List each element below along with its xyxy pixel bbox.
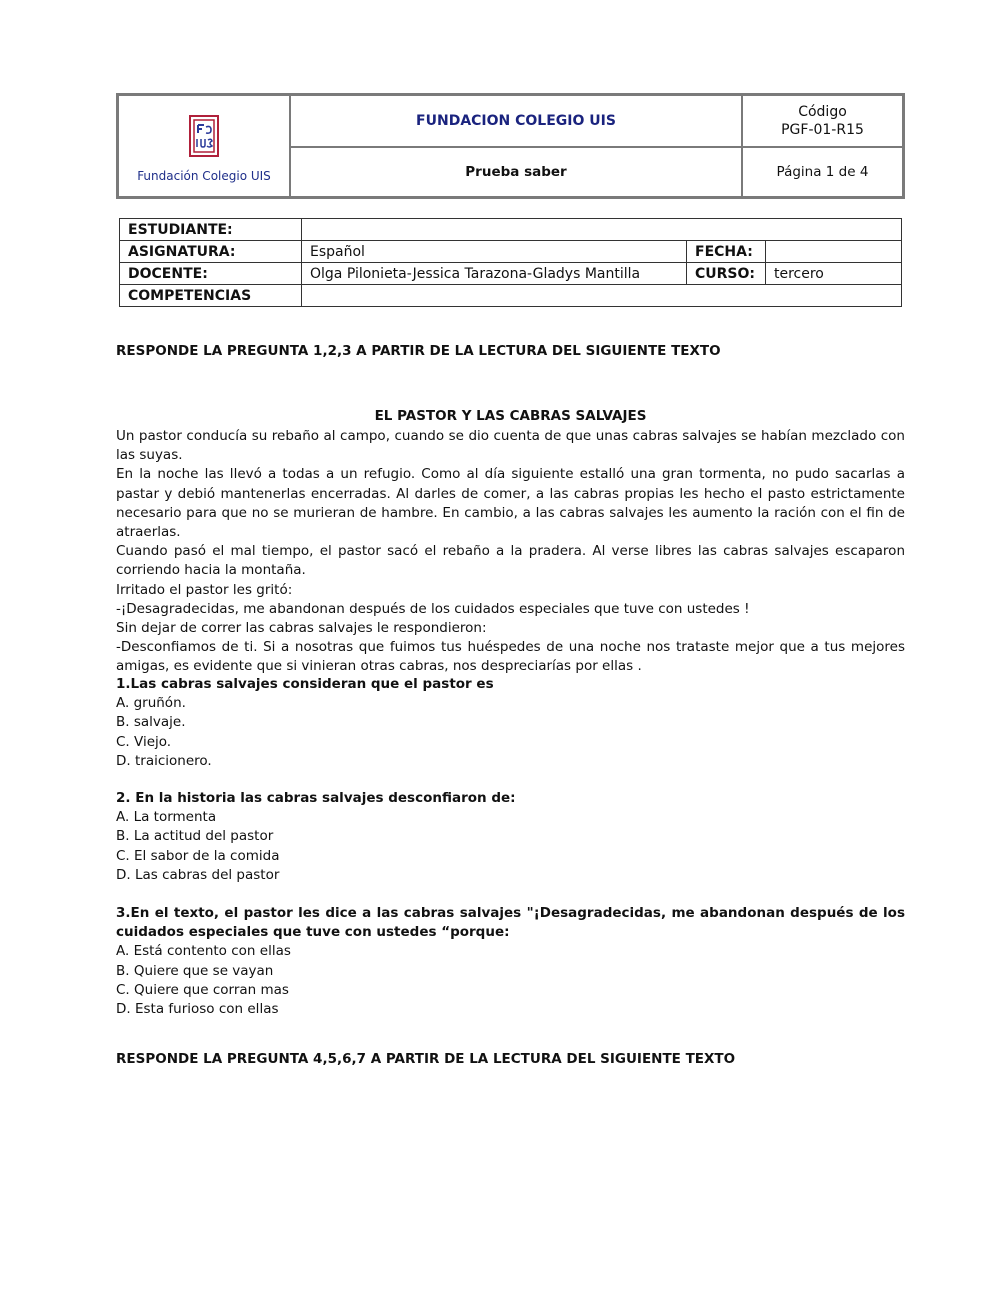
course-value: tercero [766, 263, 902, 285]
school-logo-icon [187, 113, 221, 159]
code-value: PGF-01-R15 [781, 122, 864, 138]
instruction-2: RESPONDE LA PREGUNTA 4,5,6,7 A PARTIR DE LA LECTURA DEL SIGUIENTE TEXTO [116, 1051, 736, 1067]
answer-option[interactable]: B. Quiere que se vayan [116, 962, 274, 979]
document-type: Prueba saber [290, 147, 742, 197]
story-paragraph: Sin dejar de correr las cabras salvajes le respondieron: [116, 620, 487, 637]
answer-option[interactable]: A. Está contento con ellas [116, 943, 291, 960]
answer-option[interactable]: D. Esta furioso con ellas [116, 1001, 279, 1018]
teacher-value: Olga Pilonieta-Jessica Tarazona-Gladys Mantilla [302, 263, 687, 285]
institution-title: FUNDACION COLEGIO UIS [290, 95, 742, 147]
story-paragraph: Irritado el pastor les gritó: [116, 581, 293, 598]
story-paragraph: -¡Desagradecidas, me abandonan después de los cuidados especiales que tuve con ustedes ! [116, 600, 750, 617]
answer-option[interactable]: C. El sabor de la comida [116, 847, 280, 864]
course-label: CURSO: [687, 263, 766, 285]
table-row [120, 263, 902, 285]
question-1 [116, 675, 905, 771]
page-number: Página 1 de 4 [742, 147, 903, 197]
story-paragraph: Cuando pasó el mal tiempo, el pastor sacó el rebaño a la pradera. Al verse libres las cabras salvajes escaparon corriendo hacia la montaña. [116, 543, 905, 579]
table-row [120, 285, 902, 307]
table-row [120, 241, 902, 263]
story-title: EL PASTOR Y LAS CABRAS SALVAJES [374, 408, 647, 424]
answer-option[interactable]: A. gruñón. [116, 695, 186, 712]
document-code [742, 95, 903, 147]
question-text: 3.En el texto, el pastor les dice a las cabras salvajes "¡Desagradecidas, me abandonan después de los cuidados especiales que tuve con ustedes “porque: [116, 905, 905, 941]
student-field[interactable] [302, 219, 902, 241]
story-paragraph: Un pastor conducía su rebaño al campo, cuando se dio cuenta de que unas cabras salvajes se habían mezclado con las suyas. [116, 428, 905, 464]
answer-option[interactable]: D. traicionero. [116, 752, 212, 769]
answer-option[interactable]: B. La actitud del pastor [116, 828, 274, 845]
question-text: 2. En la historia las cabras salvajes desconfiaron de: [116, 790, 516, 806]
competencies-label: COMPETENCIAS [120, 285, 302, 307]
instruction-1: RESPONDE LA PREGUNTA 1,2,3 A PARTIR DE LA LECTURA DEL SIGUIENTE TEXTO [116, 343, 721, 359]
subject-value: Español [302, 241, 687, 263]
answer-option[interactable]: C. Viejo. [116, 733, 172, 750]
student-info-table [119, 218, 902, 307]
answer-option[interactable]: D. Las cabras del pastor [116, 866, 280, 883]
competencies-field[interactable] [302, 285, 902, 307]
story-paragraph: En la noche las llevó a todas a un refugio. Como al día siguiente estalló una gran tormenta, no pudo sacarlas a pastar y debió mantenerlas encerradas. Al darles de comer, a las cabras propias les hecho el pasto estrictamente necesario para que no se murieran de hambre. En cambio, a las cabras salvajes les aumento la ración con el fin de atraerlas. [116, 466, 905, 541]
question-text: 1.Las cabras salvajes consideran que el pastor es [116, 676, 494, 692]
date-field[interactable] [766, 241, 902, 263]
story-paragraph: -Desconfiamos de ti. Si a nosotras que fuimos tus huéspedes de una noche nos trataste mejor que a tus mejores amigas, es evidente que si vinieran otras cabras, nos despreciarías por ellas . [116, 639, 905, 675]
question-2 [116, 789, 905, 885]
answer-option[interactable]: B. salvaje. [116, 714, 186, 731]
logo-cell [118, 95, 290, 197]
date-label: FECHA: [687, 241, 766, 263]
answer-option[interactable]: C. Quiere que corran mas [116, 981, 289, 998]
story-text [116, 427, 905, 677]
logo-label: Fundación Colegio UIS [137, 169, 271, 183]
teacher-label: DOCENTE: [120, 263, 302, 285]
table-row [120, 219, 902, 241]
document-header [116, 93, 905, 199]
subject-label: ASIGNATURA: [120, 241, 302, 263]
answer-option[interactable]: A. La tormenta [116, 809, 217, 826]
question-3 [116, 904, 905, 1019]
student-label: ESTUDIANTE: [120, 219, 302, 241]
code-label: Código [798, 104, 847, 120]
